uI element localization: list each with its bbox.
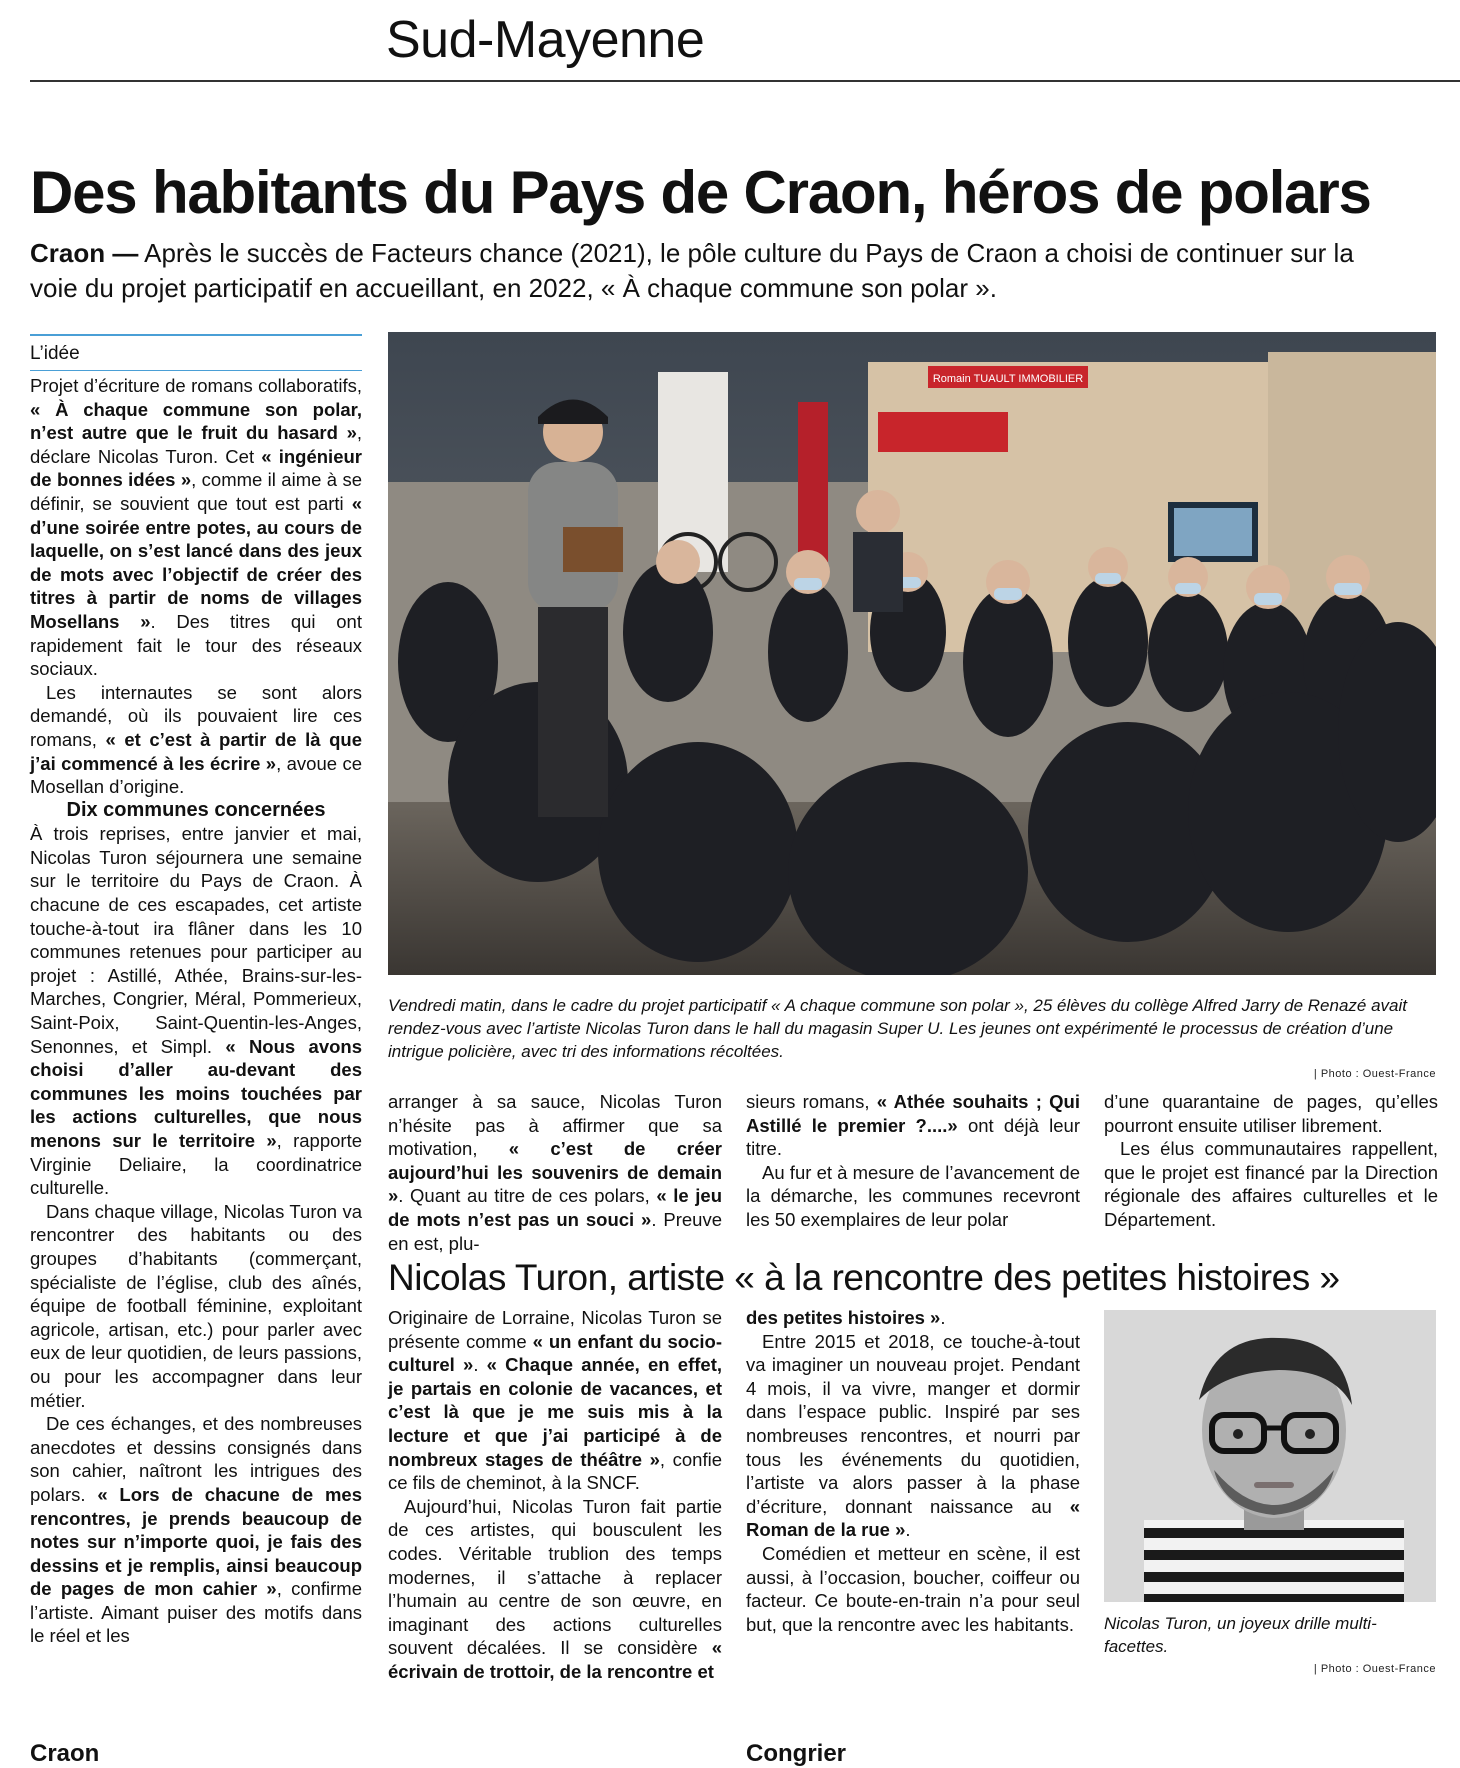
caption-text: Vendredi matin, dans le cadre du projet participatif « A chaque commune son polar », 25 élèves du collège Alfred Jarry de Renazé avait rendez-vous avec l’artiste Nicolas Turon dans le hall du magasin Super U. Les jeunes ont expérimenté le processus de création d’une intrigue policière, avec tri des informations récoltées.: [388, 996, 1408, 1061]
paragraph: Les élus communautaires rappellent, que le projet est financé par la Direction régionale des affaires culturelles et le Département.: [1104, 1138, 1438, 1230]
article-column-6: [746, 1306, 1080, 1636]
paragraph: Originaire de Lorraine, Nicolas Turon se présente comme « un enfant du socio-culturel ». « Chaque année, en effet, je partais en colonie de vacances, et c’est là que je me suis mis à la lecture et que j’ai participé à de nombreux stages de théâtre », confie ce fils de cheminot, à la SNCF.: [388, 1307, 723, 1494]
paragraph: Projet d’écriture de romans collaboratifs, « À chaque commune son polar, n’est autre que le fruit du hasard », déclare Nicolas Turon. Cet « ingénieur de bonnes idées », comme il aime à se définir, se souvient que tout est parti « d’une soirée entre potes, au cours de laquelle, on s’est lancé dans des jeux de mots avec l’objectif de créer des titres à partir de noms de villages Mosellans ». Des titres qui ont rapidement fait le tour des réseaux sociaux.: [30, 375, 362, 680]
paragraph: Entre 2015 et 2018, ce touche-à-tout va imaginer un nouveau projet. Pendant 4 mois, il va vivre, manger et dormir dans l’espace public. Inspiré par ses nombreuses rencontres, et nourri par tous les événements du quotidien, l’artiste va alors passer à la phase d’écriture, donnant naissance au « Roman de la rue ».: [746, 1330, 1080, 1541]
article-column-3: [746, 1090, 1080, 1232]
portrait-photo: [1104, 1310, 1436, 1602]
paragraph: sieurs romans, « Athée souhaits ; Qui Astillé le premier ?....» ont déjà leur titre.: [746, 1091, 1080, 1160]
portrait-caption: [1104, 1612, 1436, 1681]
article-column-4: [1104, 1090, 1438, 1232]
section-title: Sud-Mayenne: [386, 11, 705, 69]
lede: [30, 236, 1400, 306]
top-rule: [30, 80, 1460, 82]
next-article-header-left: Craon: [30, 1740, 100, 1767]
stand-sign-text: Romain TUAULT IMMOBILIER: [932, 373, 1084, 385]
paragraph: Les internautes se sont alors demandé, où ils pouvaient lire ces romans, « et c’est à partir de là que j’ai commencé à les écrire », avoue ce Mosellan d’origine.: [30, 681, 363, 798]
next-article-header-right: Congrier: [746, 1740, 847, 1767]
paragraph: Dans chaque village, Nicolas Turon va rencontrer des habitants ou des groupes d’habitants (commerçant, spécialiste de l’église, club des aînés, équipe de football féminine, exploitant agricole, artisan, etc.) pour parler avec eux de leur quotidien, de leurs passions, ou pour les accompagner dans leur métier.: [30, 1200, 362, 1411]
subhead: Dix communes concernées: [66, 798, 326, 821]
paragraph: Aujourd’hui, Nicolas Turon fait partie de ces artistes, qui bousculent les codes. Véritable trublion des temps modernes, il s’attache à replacer l’humain au centre de son œuvre, en imaginant des actions culturelles souvent décalées. Il se considère « écrivain de trottoir, de la rencontre et: [388, 1495, 722, 1682]
headline: Des habitants du Pays de Craon, héros de polars: [30, 159, 1371, 226]
sub-headline: Nicolas Turon, artiste « à la rencontre des petites histoires »: [388, 1257, 1340, 1298]
article-column-1: [30, 374, 362, 1648]
caption-text: Nicolas Turon, un joyeux drille multi-facettes.: [1104, 1614, 1377, 1656]
paragraph: Comédien et metteur en scène, il est aussi, à l’occasion, boucher, coiffeur ou facteur. Ce boute-en-train n’a pour seul but, que la rencontre avec les habitants.: [746, 1542, 1080, 1635]
lede-place: Craon —: [30, 238, 139, 268]
paragraph: À trois reprises, entre janvier et mai, Nicolas Turon séjournera une semaine sur le territoire du Pays de Craon. À chacune de ces escapades, cet artiste touche-à-tout ira flâner dans les 10 communes retenues pour participer au projet : Astillé, Athée, Brains-sur-les-Marches, Congrier, Méral, Pommerieux, Saint-Poix, Saint-Quentin-les-Anges, Senonnes, et Simpl. « Nous avons choisi d’aller au-devant des communes les moins touchées par les actions culturelles, que nous menons sur le territoire », rapporte Virginie Deliaire, la coordinatrice culturelle.: [30, 823, 363, 1199]
article-column-2: [388, 1090, 722, 1255]
photo-credit: | Photo : Ouest-France: [1313, 1068, 1436, 1080]
classroom-photo: [388, 332, 1436, 975]
paragraph: d’une quarantaine de pages, qu’elles pourront ensuite utiliser librement.: [1104, 1091, 1438, 1136]
photo-caption: [388, 994, 1436, 1086]
paragraph: De ces échanges, et des nombreuses anecdotes et dessins consignés dans son cahier, naîtront les intrigues des polars. « Lors de chacune de mes rencontres, je prends beaucoup de notes sur n’importe quoi, je fais des dessins et je remplis, ainsi beaucoup de pages de mon cahier », confirme l’artiste. Aimant puiser des motifs dans le réel et les: [30, 1413, 363, 1647]
idea-label: L’idée: [30, 334, 362, 371]
article-column-5: [388, 1306, 722, 1684]
paragraph: des petites histoires ».: [746, 1307, 946, 1328]
paragraph: Au fur et à mesure de l’avancement de la démarche, les communes recevront les 50 exemplaires de leur polar: [746, 1161, 1080, 1230]
lede-text: Après le succès de Facteurs chance (2021), le pôle culture du Pays de Craon a choisi de continuer sur la voie du projet participatif en accueillant, en 2022, « À chaque commune son polar ».: [30, 238, 1354, 303]
photo-credit: | Photo : Ouest-France: [1313, 1663, 1436, 1675]
paragraph: arranger à sa sauce, Nicolas Turon n’hésite pas à affirmer que sa motivation, « c’est de créer aujourd’hui les souvenirs de demain ». Quant au titre de ces polars, « le jeu de mots n’est pas un souci ». Preuve en est, plu-: [388, 1091, 722, 1254]
